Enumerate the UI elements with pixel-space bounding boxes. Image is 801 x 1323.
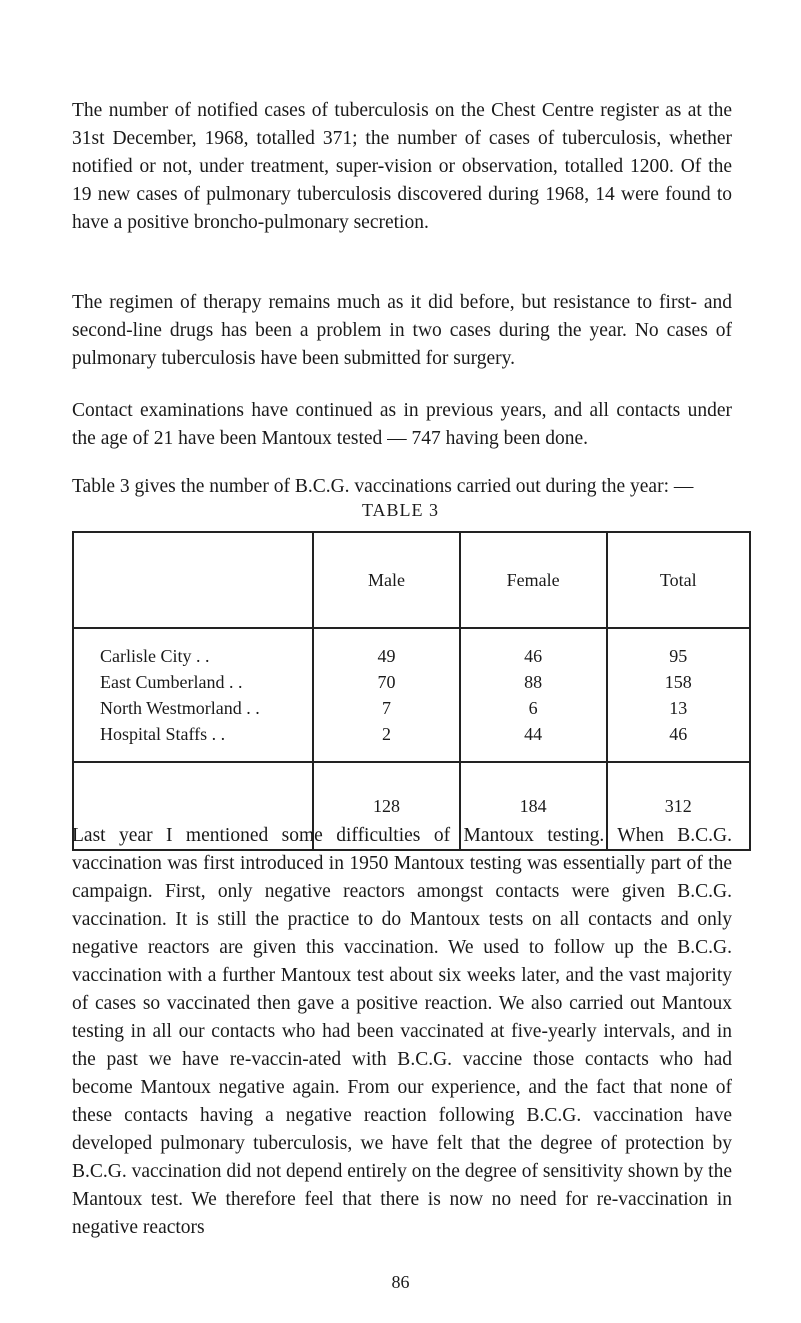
paragraph-mantoux-testing: Last year I mentioned some difficulties of Mantoux testing. When B.C.G. vaccination was first introduced in 1950 Mantoux testing was essentially part of the campaign. First, only negative reactors amongst contacts were given B.C.G. vaccination. It is still the practice to do Mantoux tests on all contacts and only negative reactors are given this vaccination. We used to follow up the B.C.G. vaccination with a further Mantoux test about six weeks later, and the vast majority of cases so vaccinated then gave a positive reaction. We also carried out Mantoux testing in all our contacts who had been vaccinated at five-yearly intervals, and in the past we have re-vaccin-ated with B.C.G. vaccine those contacts who had become Mantoux negative again. From our experience, and the fact that none of these contacts having a negative reaction following B.C.G. vaccination have developed pulmonary tuberculosis, we have felt that the degree of protection by B.C.G. vaccination did not depend entirely on the degree of sensitivity shown by the Mantoux test. We therefore feel that there is now no need for re-vaccination in negative reactors <box>72 825 732 1238</box>
total-total: 312 <box>607 762 751 850</box>
total-male: 128 <box>313 762 460 850</box>
cell-total: 95 <box>607 628 751 669</box>
paragraph-notified-cases: The number of notified cases of tuberculosis on the Chest Centre register as at the 31st December, 1968, totalled 371; the number of cases of tuberculosis, whether notified or not, under treatment, super-vision or observation, totalled 1200. Of the 19 new cases of pulmonary tuberculosis discovered during 1968, 14 were found to have a positive broncho-pulmonary secretion. <box>72 100 732 233</box>
paragraph-therapy-regimen: The regimen of therapy remains much as it did before, but resistance to first- and second-line drugs has been a problem in two cases during the year. No cases of pulmonary tuberculosis have been submitted for surgery. <box>72 292 732 369</box>
paragraph-table-intro: Table 3 gives the number of B.C.G. vaccinations carried out during the year: — <box>72 476 694 497</box>
table-header-row <box>73 532 750 628</box>
cell-male: 7 <box>313 695 460 721</box>
table-row <box>73 628 750 669</box>
row-label: East Cumberland . . <box>73 669 313 695</box>
cell-male: 2 <box>313 721 460 762</box>
cell-female: 6 <box>460 695 607 721</box>
cell-total: 46 <box>607 721 751 762</box>
cell-female: 88 <box>460 669 607 695</box>
cell-male: 70 <box>313 669 460 695</box>
total-female: 184 <box>460 762 607 850</box>
cell-total: 13 <box>607 695 751 721</box>
page-number: 86 <box>391 1272 410 1292</box>
bcg-vaccination-table <box>72 531 751 851</box>
table-title: TABLE 3 <box>361 500 440 520</box>
cell-total: 158 <box>607 669 751 695</box>
header-cell-male: Male <box>313 532 460 628</box>
table-row <box>73 695 750 721</box>
cell-female: 44 <box>460 721 607 762</box>
table-row <box>73 669 750 695</box>
cell-female: 46 <box>460 628 607 669</box>
row-label: Carlisle City . . <box>73 628 313 669</box>
table-row <box>73 721 750 762</box>
paragraph-contact-examinations: Contact examinations have continued as in previous years, and all contacts under the age of 21 have been Mantoux tested — 747 having been done. <box>72 400 732 449</box>
header-cell-female: Female <box>460 532 607 628</box>
cell-male: 49 <box>313 628 460 669</box>
row-label: North Westmorland . . <box>73 695 313 721</box>
row-label: Hospital Staffs . . <box>73 721 313 762</box>
header-cell-blank <box>73 532 313 628</box>
header-cell-total: Total <box>607 532 751 628</box>
